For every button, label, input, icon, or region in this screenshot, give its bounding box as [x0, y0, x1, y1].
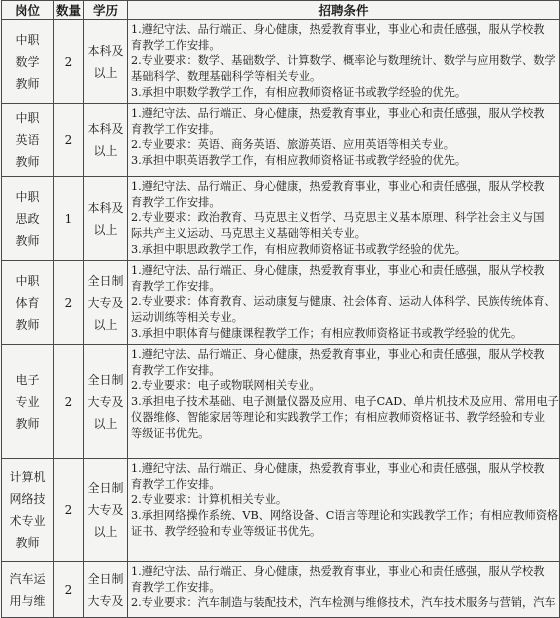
position-line: 中职 [15, 189, 40, 204]
position-line: 电子 [15, 372, 40, 387]
position-cell [2, 459, 54, 562]
requirements-cell [128, 345, 560, 459]
education-cell [84, 20, 128, 104]
education-line: 全日制 [87, 273, 124, 288]
count-cell: 1 [54, 177, 84, 261]
requirement-line: 基础科学、数理基础科学等相关专业。 [131, 70, 322, 84]
education-line: 全日制 [87, 571, 124, 586]
requirement-line: 2.专业要求：汽车制造与装配技术，汽车检测与维修技术，汽车技术服务与营销，汽车 [131, 596, 556, 610]
recruitment-table [1, 0, 560, 618]
header-education: 学历 [84, 1, 128, 20]
requirement-line: 育教学工作安排。 [131, 38, 221, 52]
table-row [2, 459, 560, 562]
requirement-line: 运动训练等相关专业。 [131, 311, 243, 325]
education-line: 大专及 [87, 394, 124, 409]
count-cell: 2 [54, 104, 84, 177]
position-cell [2, 104, 54, 177]
requirement-line: 3.承担电子技术基础、电子测量仪器及应用、电子CAD、单片机技术及应用、常用电子 [131, 395, 559, 409]
requirements-cell [128, 177, 560, 261]
position-cell [2, 562, 54, 618]
requirement-line: 仪器维修、智能家居等理论和实践教学工作；有相应教师资格证书、教学经验和专业 [131, 410, 545, 424]
position-line: 教师 [15, 536, 40, 550]
education-cell [84, 261, 128, 345]
requirement-line: 际共产主义运动、马克思主义基础等相关专业。 [131, 227, 366, 241]
position-line: 用与维 [9, 593, 46, 608]
table-row [2, 177, 560, 261]
education-cell [84, 345, 128, 459]
requirement-line: 1.遵纪守法、品行端正、身心健康，热爱教育事业，事业心和责任感强，服从学校教 [131, 23, 545, 36]
requirement-line: 2.专业要求：体育教育、运动康复与健康、社会体育、运动人体科学、民族传统体育、 [131, 295, 556, 309]
education-line: 本科及 [87, 43, 124, 58]
education-line: 以上 [93, 144, 118, 158]
count-cell: 2 [54, 20, 84, 104]
education-cell [84, 459, 128, 562]
table-row [2, 104, 560, 177]
position-line: 体育 [15, 295, 40, 310]
education-cell [84, 562, 128, 618]
requirement-line: 1.遵纪守法、品行端正、身心健康，热爱教育事业，事业心和责任感强，服从学校教 [131, 107, 545, 120]
position-line: 中职 [15, 32, 40, 47]
table-row [2, 20, 560, 104]
count-cell: 2 [54, 459, 84, 562]
position-line: 汽车运 [9, 571, 46, 586]
position-line: 中职 [15, 111, 40, 125]
position-line: 英语 [15, 133, 40, 147]
requirement-line: 育教学工作安排。 [131, 195, 221, 209]
education-line: 以上 [93, 65, 118, 80]
position-line: 网络技 [9, 492, 46, 506]
position-cell [2, 345, 54, 459]
requirements-cell [128, 20, 560, 104]
requirement-line: 3.承担中职思政教学工作，有相应教师资格证书或教学经验的优先。 [131, 242, 467, 256]
requirement-line: 育教学工作安排。 [131, 580, 221, 594]
count-cell: 2 [54, 261, 84, 345]
requirement-line: 1.遵纪守法、品行端正、身心健康，热爱教育事业，事业心和责任感强，服从学校教 [131, 565, 545, 578]
requirement-line: 证书、教学经验和专业等级证书优先。 [131, 524, 322, 538]
education-line: 大专及 [87, 593, 124, 608]
count-cell: 2 [54, 562, 84, 618]
position-cell [2, 177, 54, 261]
requirement-line: 育教学工作安排。 [131, 122, 221, 136]
position-line: 教师 [15, 416, 40, 431]
position-line: 教师 [15, 233, 40, 248]
requirement-line: 1.遵纪守法、品行端正、身心健康，热爱教育事业，事业心和责任感强，服从学校教 [131, 348, 545, 361]
requirements-cell [128, 562, 560, 618]
position-line: 计算机 [9, 470, 46, 484]
position-cell [2, 261, 54, 345]
position-line: 思政 [15, 211, 40, 226]
requirement-line: 1.遵纪守法、品行端正、身心健康，热爱教育事业，事业心和责任感强，服从学校教 [131, 180, 545, 193]
requirement-line: 3.承担中职英语教学工作，有相应教师资格证书或教学经验的优先。 [131, 154, 467, 168]
requirement-line: 2.专业要求：数学、基础数学、计算数学、概率论与数理统计、数学与应用数学、数学 [131, 54, 556, 68]
header-count: 数量 [54, 1, 84, 20]
requirement-line: 育教学工作安排。 [131, 363, 221, 377]
education-line: 以上 [93, 525, 118, 539]
position-line: 教师 [15, 76, 40, 91]
requirement-line: 3.承担中职数学教学工作，有相应教师资格证书或教学经验的优先。 [131, 85, 467, 99]
education-line: 大专及 [87, 503, 124, 517]
position-line: 专业 [15, 394, 40, 409]
education-line: 本科及 [87, 200, 124, 215]
education-line: 以上 [93, 317, 118, 332]
position-line: 中职 [15, 273, 40, 288]
table-row [2, 345, 560, 459]
requirements-cell [128, 261, 560, 345]
education-cell [84, 177, 128, 261]
requirement-line: 2.专业要求：计算机相关专业。 [131, 493, 288, 507]
requirement-line: 育教学工作安排。 [131, 279, 221, 293]
header-position: 岗位 [2, 1, 54, 20]
education-line: 本科及 [87, 122, 124, 136]
position-line: 术专业 [9, 514, 46, 528]
education-cell [84, 104, 128, 177]
position-cell [2, 20, 54, 104]
education-line: 全日制 [87, 372, 124, 387]
requirements-cell [128, 104, 560, 177]
requirement-line: 2.专业要求：英语、商务英语、旅游英语、应用英语等相关专业。 [131, 138, 455, 152]
requirement-line: 1.遵纪守法、品行端正、身心健康，热爱教育事业，事业心和责任感强，服从学校教 [131, 264, 545, 277]
header-row [2, 1, 560, 20]
table-row [2, 562, 560, 618]
requirement-line: 2.专业要求：电子或物联网相关专业。 [131, 379, 321, 393]
count-cell: 2 [54, 345, 84, 459]
requirement-line: 1.遵纪守法、品行端正、身心健康，热爱教育事业，事业心和责任感强，服从学校教 [131, 462, 545, 475]
requirement-line: 等级证书优先。 [131, 426, 210, 440]
position-line: 数学 [15, 54, 40, 69]
position-line: 教师 [15, 155, 40, 169]
requirements-cell [128, 459, 560, 562]
education-line: 以上 [93, 222, 118, 237]
requirement-line: 育教学工作安排。 [131, 477, 221, 491]
education-line: 大专及 [87, 295, 124, 310]
requirement-line: 3.承担中职体育与健康课程教学工作；有相应教师资格证书或教学经验的优先。 [131, 326, 523, 340]
table-row [2, 261, 560, 345]
requirement-line: 3.承担网络操作系统、VB、网络设备、C语言等理论和实践教学工作；有相应教师资格 [131, 509, 559, 523]
requirement-line: 2.专业要求：政治教育、马克思主义哲学、马克思主义基本原理、科学社会主义与国 [131, 211, 545, 225]
position-line: 教师 [15, 317, 40, 332]
header-requirements: 招聘条件 [128, 1, 560, 20]
education-line: 全日制 [87, 481, 124, 495]
education-line: 以上 [93, 416, 118, 431]
